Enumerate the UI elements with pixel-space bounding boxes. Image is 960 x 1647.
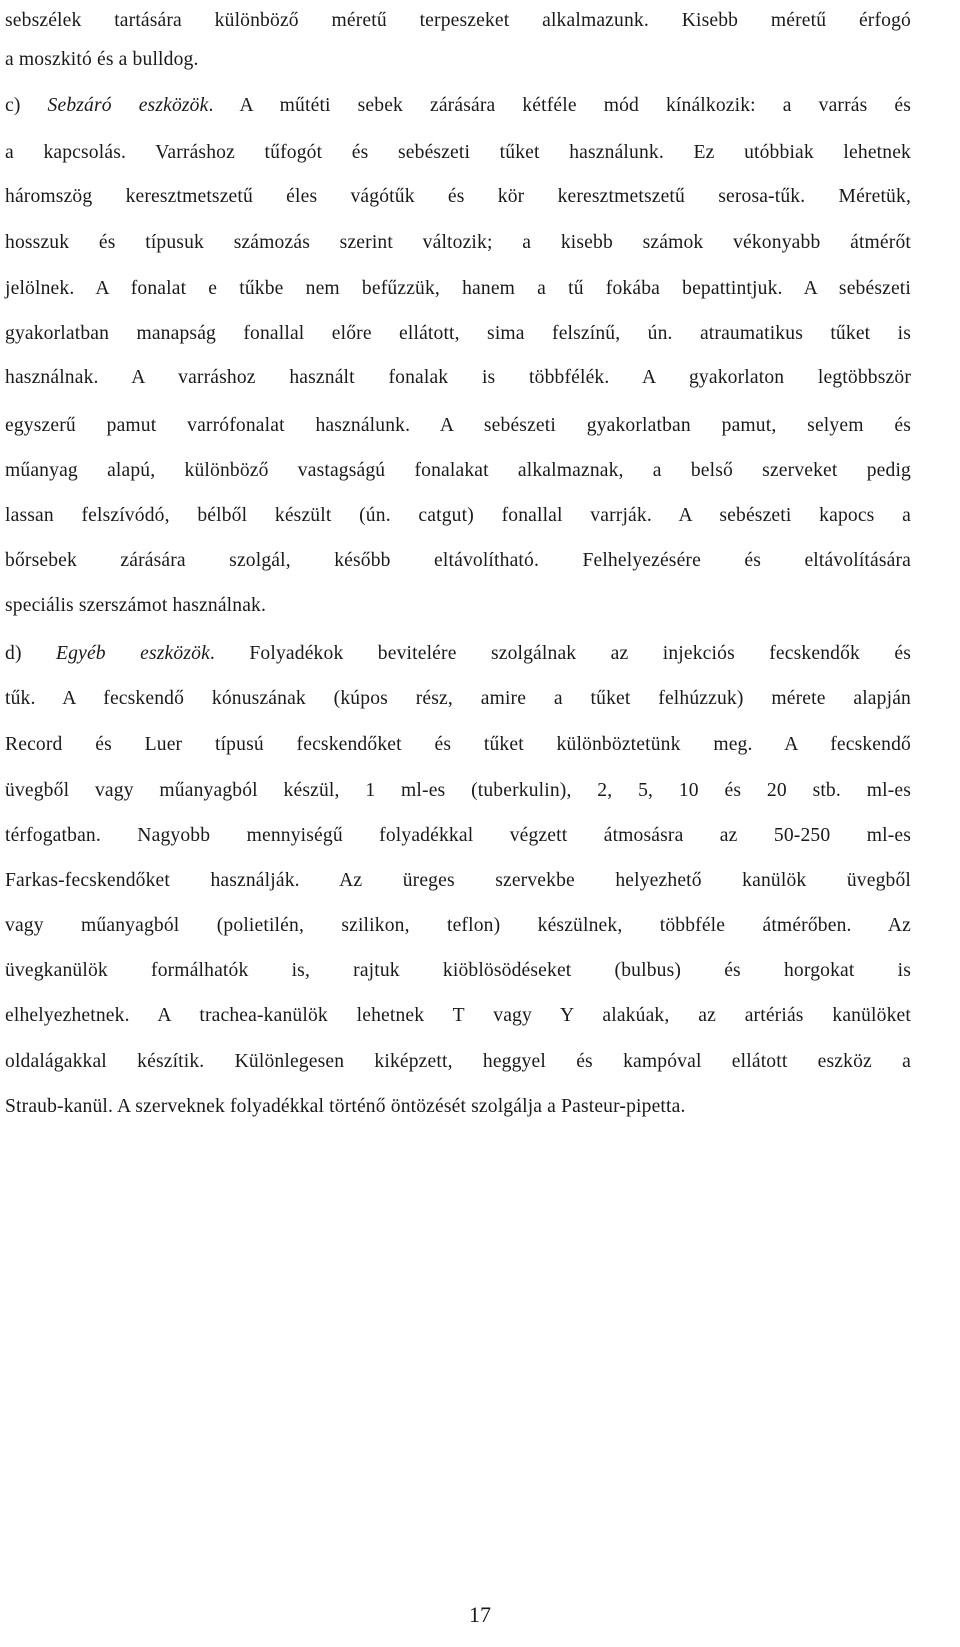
list-marker: d) [5, 643, 57, 664]
text-line: hosszuk és típusuk számozás szerint változik; a kisebb számok vékonyabb átmérőt [5, 232, 911, 253]
text-run: . A műtéti sebek zárására kétféle mód kínálkozik: a varrás és [208, 95, 912, 116]
text-line: Record és Luer típusú fecskendőket és tűket különböztetünk meg. A fecskendő [5, 734, 911, 755]
text-line: háromszög keresztmetszetű éles vágótűk és kör keresztmetszetű serosa-tűk. Méretük, [5, 186, 911, 207]
text-line: elhelyezhetnek. A trachea-kanülök lehetnek T vagy Y alakúak, az artériás kanülöket [5, 1005, 911, 1026]
text-line: Farkas-fecskendőket használják. Az üreges szervekbe helyezhető kanülök üvegből [5, 870, 911, 891]
text-line: egyszerű pamut varrófonalat használunk. A sebészeti gyakorlatban pamut, selyem és [5, 415, 911, 436]
section-c-heading-line [5, 86, 911, 126]
page-number: 17 [469, 1602, 491, 1627]
text-line: sebszélek tartására különböző méretű terpeszeket alkalmazunk. Kisebb méretű érfogó [5, 10, 911, 31]
text-line: lassan felszívódó, bélből készült (ún. catgut) fonallal varrják. A sebészeti kapocs a [5, 505, 911, 526]
text-line: tűk. A fecskendő kónuszának (kúpos rész, amire a tűket felhúzzuk) mérete alapján [5, 688, 911, 709]
text-line: jelölnek. A fonalat e tűkbe nem befűzzük, hanem a tű fokába bepattintjuk. A sebészeti [5, 278, 911, 299]
text-run: . Folyadékok bevitelére szolgálnak az injekciós fecskendők és [209, 643, 912, 664]
text-line: vagy műanyagból (polietilén, szilikon, teflon) készülnek, többféle átmérőben. Az [5, 915, 911, 936]
text-line: gyakorlatban manapság fonallal előre ellátott, sima felszínű, ún. atraumatikus tűket is [5, 323, 911, 344]
section-d-title: Egyéb eszközök [56, 643, 210, 664]
section-d-heading-line [5, 634, 911, 674]
text-line: térfogatban. Nagyobb mennyiségű folyadékkal végzett átmosásra az 50-250 ml-es [5, 825, 911, 846]
text-line: műanyag alapú, különböző vastagságú fonalakat alkalmaznak, a belső szerveket pedig [5, 460, 911, 481]
text-line: speciális szerszámot használnak. [5, 595, 267, 616]
text-line: használnak. A varráshoz használt fonalak is többfélék. A gyakorlaton legtöbbször [5, 367, 911, 388]
text-line: a moszkitó és a bulldog. [5, 49, 199, 70]
section-c-title: Sebzáró eszközök [47, 95, 209, 116]
list-marker: c) [5, 95, 48, 116]
text-line: Straub-kanül. A szerveknek folyadékkal történő öntözését szolgálja a Pasteur-pipetta. [5, 1096, 686, 1117]
text-line: a kapcsolás. Varráshoz tűfogót és sebészeti tűket használunk. Ez utóbbiak lehetnek [5, 142, 911, 163]
text-line: oldalágakkal készítik. Különlegesen kiképzett, heggyel és kampóval ellátott eszköz a [5, 1051, 911, 1072]
text-line: üvegből vagy műanyagból készül, 1 ml-es (tuberkulin), 2, 5, 10 és 20 stb. ml-es [5, 780, 911, 801]
text-line: bőrsebek zárására szolgál, később eltávolítható. Felhelyezésére és eltávolítására [5, 550, 911, 571]
text-line: üvegkanülök formálhatók is, rajtuk kiöblösödéseket (bulbus) és horgokat is [5, 960, 911, 981]
